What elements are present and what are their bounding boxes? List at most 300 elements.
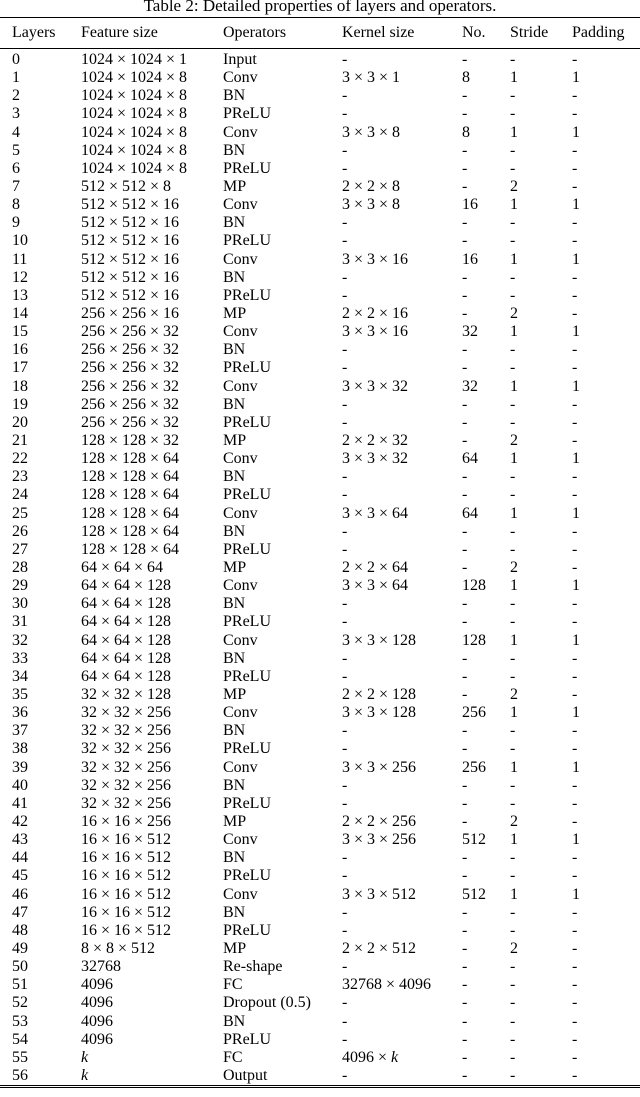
cell-padding: 1 bbox=[572, 69, 580, 87]
cell-operator: BN bbox=[223, 903, 246, 921]
cell-filter-count: - bbox=[462, 522, 468, 540]
table-row bbox=[0, 432, 640, 450]
table-row bbox=[0, 49, 640, 70]
table-row bbox=[0, 1012, 640, 1030]
cell-feature-size: 512 × 512 × 16 bbox=[81, 250, 180, 268]
cell-stride: 1 bbox=[510, 250, 518, 268]
cell-filter-count: - bbox=[462, 105, 468, 123]
cell-kernel-size: - bbox=[342, 1066, 348, 1084]
cell-kernel-size: 3 × 3 × 32 bbox=[342, 450, 409, 468]
cell-padding: 1 bbox=[572, 196, 580, 214]
cell-operator: Conv bbox=[223, 831, 258, 849]
cell-stride: - bbox=[510, 540, 516, 558]
cell-stride: 1 bbox=[510, 450, 518, 468]
cell-filter-count: - bbox=[462, 812, 468, 830]
cell-operator: BN bbox=[223, 341, 246, 359]
cell-feature-size: 16 × 16 × 512 bbox=[81, 849, 172, 867]
cell-layer-index: 25 bbox=[12, 504, 28, 522]
cell-filter-count: - bbox=[462, 794, 468, 812]
cell-stride: - bbox=[510, 286, 516, 304]
cell-filter-count: - bbox=[462, 722, 468, 740]
cell-layer-index: 14 bbox=[12, 305, 28, 323]
cell-kernel-size: - bbox=[342, 649, 348, 667]
cell-operator: Output bbox=[223, 1066, 268, 1084]
cell-filter-count: - bbox=[462, 939, 468, 957]
cell-padding: - bbox=[572, 413, 578, 431]
cell-stride: 1 bbox=[510, 69, 518, 87]
cell-kernel-size: - bbox=[342, 413, 348, 431]
cell-padding: - bbox=[572, 178, 578, 196]
cell-filter-count: - bbox=[462, 540, 468, 558]
cell-stride: - bbox=[510, 1048, 516, 1066]
cell-padding: 1 bbox=[572, 577, 580, 595]
cell-operator: Re-shape bbox=[223, 958, 283, 976]
cell-filter-count: - bbox=[462, 1066, 468, 1084]
header-number: No. bbox=[462, 24, 486, 41]
table-row bbox=[0, 686, 640, 704]
cell-kernel-size: - bbox=[342, 849, 348, 867]
cell-stride: - bbox=[510, 522, 516, 540]
cell-stride: - bbox=[510, 722, 516, 740]
cell-filter-count: - bbox=[462, 921, 468, 939]
cell-operator: BN bbox=[223, 141, 246, 159]
cell-filter-count: 8 bbox=[462, 69, 470, 87]
cell-kernel-size: - bbox=[342, 667, 348, 685]
header-feature-size: Feature size bbox=[81, 24, 158, 41]
cell-filter-count: - bbox=[462, 685, 468, 703]
table-row bbox=[0, 777, 640, 795]
cell-filter-count: - bbox=[462, 268, 468, 286]
table-row bbox=[0, 704, 640, 722]
cell-layer-index: 12 bbox=[12, 268, 28, 286]
cell-filter-count: - bbox=[462, 468, 468, 486]
cell-padding: 1 bbox=[572, 504, 580, 522]
cell-layer-index: 35 bbox=[12, 685, 28, 703]
cell-operator: PReLU bbox=[223, 794, 271, 812]
cell-feature-size: 16 × 16 × 512 bbox=[81, 903, 172, 921]
cell-filter-count: - bbox=[462, 305, 468, 323]
cell-padding: 1 bbox=[572, 758, 580, 776]
cell-feature-size: 1024 × 1024 × 8 bbox=[81, 87, 188, 105]
table-row bbox=[0, 523, 640, 541]
cell-padding: - bbox=[572, 794, 578, 812]
cell-operator: Conv bbox=[223, 885, 258, 903]
table-row bbox=[0, 577, 640, 595]
cell-padding: 1 bbox=[572, 323, 580, 341]
cell-stride: - bbox=[510, 794, 516, 812]
cell-filter-count: 8 bbox=[462, 123, 470, 141]
cell-kernel-size: - bbox=[342, 395, 348, 413]
cell-operator: FC bbox=[223, 1048, 243, 1066]
cell-stride: - bbox=[510, 51, 516, 69]
cell-feature-size: 512 × 512 × 16 bbox=[81, 214, 180, 232]
cell-kernel-size: 3 × 3 × 8 bbox=[342, 196, 401, 214]
cell-feature-size: 4096 bbox=[81, 994, 113, 1012]
cell-padding: - bbox=[572, 159, 578, 177]
cell-kernel-size: - bbox=[342, 776, 348, 794]
header-operators: Operators bbox=[223, 24, 287, 41]
cell-stride: 2 bbox=[510, 305, 518, 323]
cell-operator: PReLU bbox=[223, 667, 271, 685]
cell-padding: - bbox=[572, 286, 578, 304]
cell-layer-index: 29 bbox=[12, 577, 28, 595]
cell-padding: - bbox=[572, 559, 578, 576]
cell-padding: 1 bbox=[572, 377, 580, 395]
cell-layer-index: 46 bbox=[12, 885, 28, 903]
cell-layer-index: 32 bbox=[12, 631, 28, 649]
cell-feature-size: 64 × 64 × 128 bbox=[81, 577, 172, 595]
cell-layer-index: 47 bbox=[12, 903, 28, 921]
cell-operator: BN bbox=[223, 522, 246, 540]
cell-layer-index: 5 bbox=[12, 141, 20, 159]
cell-operator: Conv bbox=[223, 504, 258, 522]
cell-stride: - bbox=[510, 214, 516, 232]
cell-padding: - bbox=[572, 232, 578, 250]
cell-padding: - bbox=[572, 776, 578, 794]
cell-padding: - bbox=[572, 87, 578, 105]
cell-kernel-size: - bbox=[342, 994, 348, 1012]
cell-stride: - bbox=[510, 958, 516, 976]
table-row bbox=[0, 105, 640, 123]
cell-kernel-size: - bbox=[342, 359, 348, 377]
cell-filter-count: - bbox=[462, 867, 468, 885]
cell-filter-count: - bbox=[462, 141, 468, 159]
cell-layer-index: 48 bbox=[12, 921, 28, 939]
cell-padding: - bbox=[572, 1030, 578, 1048]
cell-operator: PReLU bbox=[223, 1030, 271, 1048]
cell-stride: - bbox=[510, 994, 516, 1012]
cell-layer-index: 8 bbox=[12, 196, 20, 214]
cell-padding: 1 bbox=[572, 831, 580, 849]
cell-kernel-size: 3 × 3 × 64 bbox=[342, 504, 409, 522]
cell-layer-index: 11 bbox=[12, 250, 28, 268]
cell-feature-size: k bbox=[81, 1066, 89, 1084]
cell-operator: BN bbox=[223, 722, 246, 740]
cell-operator: BN bbox=[223, 1012, 246, 1030]
cell-layer-index: 21 bbox=[12, 432, 28, 450]
cell-layer-index: 51 bbox=[12, 976, 28, 994]
header-layers: Layers bbox=[12, 24, 56, 41]
cell-padding: - bbox=[572, 214, 578, 232]
cell-kernel-size: - bbox=[342, 341, 348, 359]
cell-operator: MP bbox=[223, 432, 247, 450]
cell-kernel-size: - bbox=[342, 105, 348, 123]
cell-kernel-size: 3 × 3 × 16 bbox=[342, 323, 409, 341]
cell-padding: - bbox=[572, 812, 578, 830]
table-row bbox=[0, 958, 640, 976]
table-row bbox=[0, 668, 640, 686]
cell-feature-size: 256 × 256 × 32 bbox=[81, 413, 180, 431]
cell-padding: - bbox=[572, 867, 578, 885]
cell-layer-index: 53 bbox=[12, 1012, 28, 1030]
table-row bbox=[0, 849, 640, 867]
cell-padding: - bbox=[572, 939, 578, 957]
cell-kernel-size: - bbox=[342, 958, 348, 976]
cell-filter-count: 512 bbox=[462, 885, 486, 903]
cell-padding: - bbox=[572, 595, 578, 613]
cell-padding: 1 bbox=[572, 250, 580, 268]
cell-feature-size: 4096 bbox=[81, 976, 113, 994]
cell-operator: Conv bbox=[223, 450, 258, 468]
cell-kernel-size: - bbox=[342, 540, 348, 558]
cell-feature-size: 16 × 16 × 512 bbox=[81, 885, 172, 903]
cell-kernel-size: - bbox=[342, 1030, 348, 1048]
table-row bbox=[0, 178, 640, 196]
cell-feature-size: 32 × 32 × 256 bbox=[81, 758, 172, 776]
cell-kernel-size: - bbox=[342, 141, 348, 159]
cell-feature-size: 64 × 64 × 128 bbox=[81, 667, 172, 685]
table-row bbox=[0, 160, 640, 178]
cell-operator: PReLU bbox=[223, 486, 271, 504]
cell-padding: - bbox=[572, 305, 578, 323]
table-row bbox=[0, 922, 640, 940]
cell-operator: PReLU bbox=[223, 105, 271, 123]
cell-stride: - bbox=[510, 921, 516, 939]
cell-filter-count: - bbox=[462, 395, 468, 413]
cell-kernel-size: - bbox=[342, 740, 348, 758]
cell-filter-count: 16 bbox=[462, 250, 478, 268]
cell-kernel-size: 2 × 2 × 64 bbox=[342, 559, 409, 576]
cell-kernel-size: 2 × 2 × 128 bbox=[342, 685, 417, 703]
cell-kernel-size: 2 × 2 × 512 bbox=[342, 939, 417, 957]
cell-feature-size: 128 × 128 × 64 bbox=[81, 450, 180, 468]
cell-operator: BN bbox=[223, 649, 246, 667]
cell-layer-index: 0 bbox=[12, 51, 20, 69]
cell-padding: - bbox=[572, 540, 578, 558]
cell-layer-index: 1 bbox=[12, 69, 20, 87]
cell-layer-index: 27 bbox=[12, 540, 28, 558]
cell-stride: 2 bbox=[510, 812, 518, 830]
cell-feature-size: 128 × 128 × 64 bbox=[81, 468, 180, 486]
cell-kernel-size: - bbox=[342, 214, 348, 232]
cell-layer-index: 16 bbox=[12, 341, 28, 359]
cell-operator: PReLU bbox=[223, 540, 271, 558]
cell-feature-size: 32 × 32 × 256 bbox=[81, 776, 172, 794]
cell-feature-size: 32 × 32 × 256 bbox=[81, 704, 172, 722]
table-row bbox=[0, 867, 640, 885]
cell-filter-count: - bbox=[462, 87, 468, 105]
cell-operator: FC bbox=[223, 976, 243, 994]
cell-operator: PReLU bbox=[223, 740, 271, 758]
cell-operator: PReLU bbox=[223, 286, 271, 304]
cell-padding: 1 bbox=[572, 123, 580, 141]
cell-filter-count: - bbox=[462, 486, 468, 504]
cell-layer-index: 43 bbox=[12, 831, 28, 849]
cell-operator: PReLU bbox=[223, 413, 271, 431]
cell-layer-index: 13 bbox=[12, 286, 28, 304]
cell-stride: 1 bbox=[510, 704, 518, 722]
cell-padding: - bbox=[572, 141, 578, 159]
cell-feature-size: 64 × 64 × 128 bbox=[81, 649, 172, 667]
cell-stride: - bbox=[510, 141, 516, 159]
cell-kernel-size: - bbox=[342, 921, 348, 939]
cell-feature-size: 256 × 256 × 32 bbox=[81, 341, 180, 359]
cell-layer-index: 31 bbox=[12, 613, 28, 631]
cell-padding: 1 bbox=[572, 450, 580, 468]
cell-filter-count: - bbox=[462, 849, 468, 867]
cell-kernel-size: - bbox=[342, 903, 348, 921]
cell-operator: MP bbox=[223, 559, 247, 576]
cell-filter-count: - bbox=[462, 1030, 468, 1048]
cell-layer-index: 10 bbox=[12, 232, 28, 250]
cell-stride: 2 bbox=[510, 559, 518, 576]
cell-stride: - bbox=[510, 903, 516, 921]
cell-filter-count: - bbox=[462, 776, 468, 794]
cell-kernel-size: - bbox=[342, 867, 348, 885]
table-row bbox=[0, 795, 640, 813]
cell-layer-index: 44 bbox=[12, 849, 28, 867]
cell-stride: 2 bbox=[510, 685, 518, 703]
cell-operator: Conv bbox=[223, 577, 258, 595]
cell-feature-size: 32 × 32 × 256 bbox=[81, 740, 172, 758]
cell-feature-size: 128 × 128 × 64 bbox=[81, 522, 180, 540]
cell-filter-count: 128 bbox=[462, 577, 486, 595]
table-row bbox=[0, 378, 640, 396]
cell-stride: - bbox=[510, 486, 516, 504]
cell-feature-size: 16 × 16 × 512 bbox=[81, 867, 172, 885]
cell-layer-index: 38 bbox=[12, 740, 28, 758]
cell-layer-index: 42 bbox=[12, 812, 28, 830]
cell-kernel-size: 32768 × 4096 bbox=[342, 976, 432, 994]
cell-kernel-size: - bbox=[342, 1012, 348, 1030]
cell-layer-index: 41 bbox=[12, 794, 28, 812]
table-row bbox=[0, 595, 640, 613]
cell-operator: MP bbox=[223, 305, 247, 323]
table-row bbox=[0, 976, 640, 994]
cell-stride: - bbox=[510, 359, 516, 377]
cell-kernel-size: 3 × 3 × 128 bbox=[342, 631, 417, 649]
table-row bbox=[0, 287, 640, 305]
cell-filter-count: - bbox=[462, 1012, 468, 1030]
cell-kernel-size: 3 × 3 × 128 bbox=[342, 704, 417, 722]
cell-stride: - bbox=[510, 1030, 516, 1048]
cell-operator: PReLU bbox=[223, 232, 271, 250]
cell-stride: - bbox=[510, 613, 516, 631]
cell-layer-index: 20 bbox=[12, 413, 28, 431]
table-row bbox=[0, 940, 640, 958]
cell-kernel-size: - bbox=[342, 794, 348, 812]
cell-filter-count: - bbox=[462, 613, 468, 631]
cell-filter-count: 32 bbox=[462, 323, 478, 341]
cell-padding: 1 bbox=[572, 885, 580, 903]
table-row bbox=[0, 269, 640, 287]
cell-feature-size: 512 × 512 × 16 bbox=[81, 286, 180, 304]
table-row bbox=[0, 650, 640, 668]
cell-kernel-size: - bbox=[342, 87, 348, 105]
cell-operator: BN bbox=[223, 87, 246, 105]
cell-filter-count: - bbox=[462, 559, 468, 576]
cell-feature-size: 64 × 64 × 64 bbox=[81, 559, 164, 576]
cell-layer-index: 37 bbox=[12, 722, 28, 740]
cell-kernel-size: 3 × 3 × 64 bbox=[342, 577, 409, 595]
cell-stride: 1 bbox=[510, 504, 518, 522]
cell-stride: - bbox=[510, 232, 516, 250]
cell-feature-size: 1024 × 1024 × 8 bbox=[81, 69, 188, 87]
cell-filter-count: 256 bbox=[462, 704, 486, 722]
table-row bbox=[0, 632, 640, 650]
table-row bbox=[0, 142, 640, 160]
cell-stride: 1 bbox=[510, 123, 518, 141]
cell-feature-size: 128 × 128 × 32 bbox=[81, 432, 180, 450]
cell-feature-size: 128 × 128 × 64 bbox=[81, 540, 180, 558]
cell-filter-count: - bbox=[462, 413, 468, 431]
table-row bbox=[0, 69, 640, 87]
cell-padding: - bbox=[572, 1012, 578, 1030]
table-row bbox=[0, 232, 640, 250]
table-row bbox=[0, 341, 640, 359]
cell-layer-index: 55 bbox=[12, 1048, 28, 1066]
cell-kernel-size: - bbox=[342, 51, 348, 69]
cell-stride: - bbox=[510, 341, 516, 359]
cell-feature-size: 64 × 64 × 128 bbox=[81, 631, 172, 649]
cell-layer-index: 36 bbox=[12, 704, 28, 722]
cell-feature-size: 16 × 16 × 512 bbox=[81, 921, 172, 939]
cell-layer-index: 22 bbox=[12, 450, 28, 468]
cell-kernel-size: - bbox=[342, 468, 348, 486]
cell-feature-size: 1024 × 1024 × 8 bbox=[81, 141, 188, 159]
cell-filter-count: - bbox=[462, 595, 468, 613]
cell-operator: PReLU bbox=[223, 867, 271, 885]
table-row bbox=[0, 505, 640, 523]
table-row bbox=[0, 722, 640, 740]
cell-padding: - bbox=[572, 903, 578, 921]
cell-kernel-size: - bbox=[342, 722, 348, 740]
cell-padding: - bbox=[572, 649, 578, 667]
table-row bbox=[0, 468, 640, 486]
cell-padding: - bbox=[572, 921, 578, 939]
cell-feature-size: 256 × 256 × 32 bbox=[81, 359, 180, 377]
cell-kernel-size: - bbox=[342, 159, 348, 177]
cell-feature-size: 1024 × 1024 × 8 bbox=[81, 105, 188, 123]
math-variable: k bbox=[391, 1048, 399, 1066]
cell-operator: Dropout (0.5) bbox=[223, 994, 311, 1012]
cell-filter-count: - bbox=[462, 214, 468, 232]
cell-filter-count: - bbox=[462, 178, 468, 196]
cell-feature-size: 1024 × 1024 × 8 bbox=[81, 159, 188, 177]
cell-padding: - bbox=[572, 268, 578, 286]
cell-layer-index: 3 bbox=[12, 105, 20, 123]
cell-kernel-size: 3 × 3 × 16 bbox=[342, 250, 409, 268]
cell-filter-count: - bbox=[462, 649, 468, 667]
cell-padding: - bbox=[572, 522, 578, 540]
cell-padding: - bbox=[572, 958, 578, 976]
table-row bbox=[0, 1049, 640, 1067]
cell-feature-size: 128 × 128 × 64 bbox=[81, 504, 180, 522]
cell-filter-count: - bbox=[462, 286, 468, 304]
cell-kernel-size: 3 × 3 × 256 bbox=[342, 758, 417, 776]
cell-feature-size: 32768 bbox=[81, 958, 121, 976]
cell-feature-size: 64 × 64 × 128 bbox=[81, 595, 172, 613]
cell-feature-size: 512 × 512 × 16 bbox=[81, 232, 180, 250]
cell-padding: - bbox=[572, 667, 578, 685]
cell-operator: BN bbox=[223, 849, 246, 867]
cell-filter-count: - bbox=[462, 159, 468, 177]
cell-padding: - bbox=[572, 1066, 578, 1084]
cell-feature-size: 1024 × 1024 × 8 bbox=[81, 123, 188, 141]
cell-operator: Conv bbox=[223, 704, 258, 722]
cell-operator: BN bbox=[223, 595, 246, 613]
cell-padding: - bbox=[572, 685, 578, 703]
table-row bbox=[0, 831, 640, 849]
cell-padding: - bbox=[572, 1048, 578, 1066]
cell-filter-count: 64 bbox=[462, 450, 478, 468]
cell-operator: Conv bbox=[223, 758, 258, 776]
cell-layer-index: 23 bbox=[12, 468, 28, 486]
cell-padding: - bbox=[572, 486, 578, 504]
table-row bbox=[0, 214, 640, 232]
cell-kernel-size: - bbox=[342, 232, 348, 250]
cell-kernel-size: - bbox=[342, 613, 348, 631]
